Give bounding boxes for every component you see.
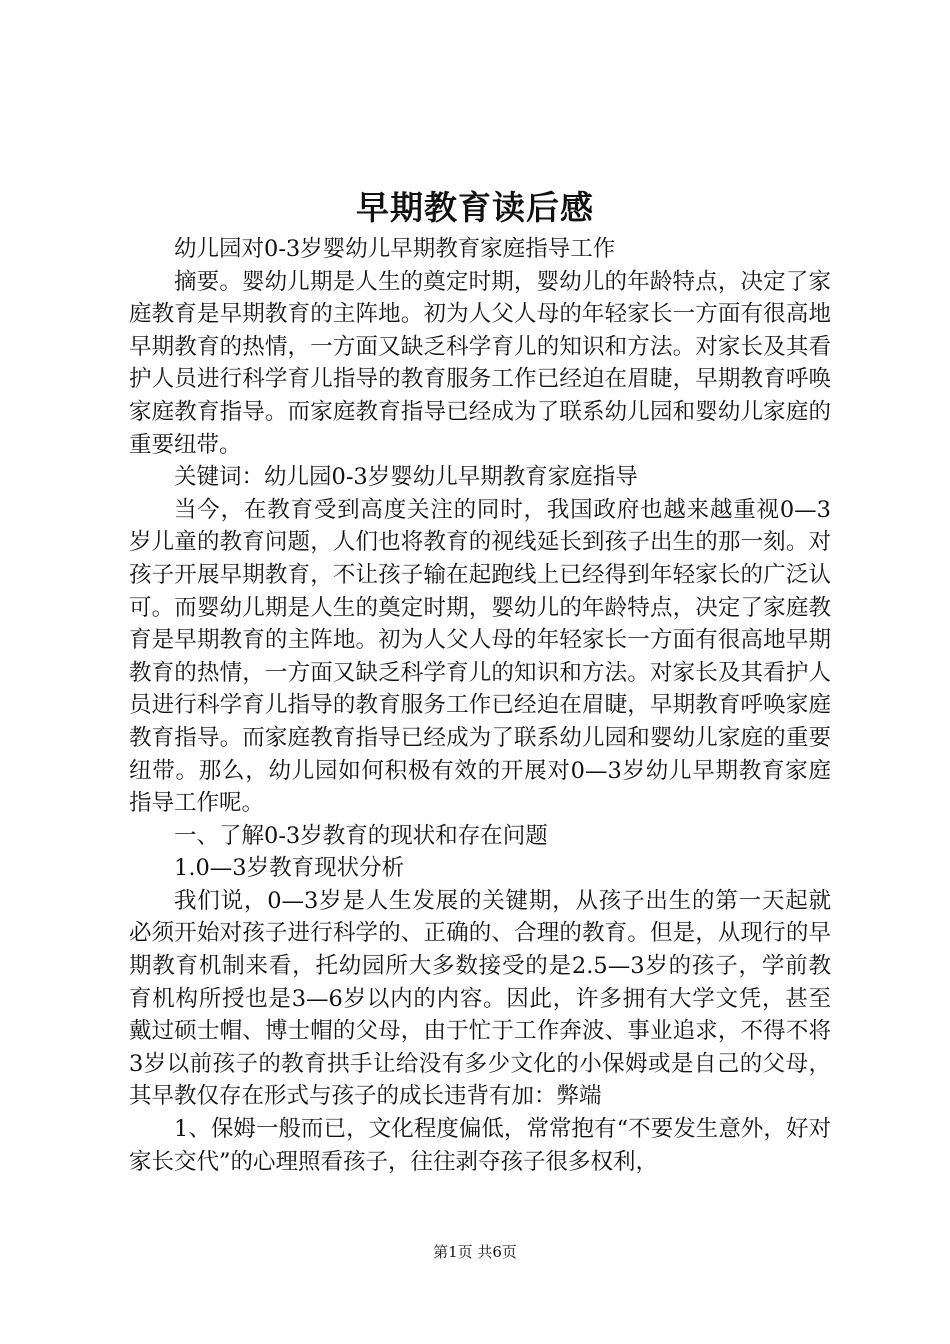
section-heading: 一、了解0-3岁教育的现状和存在问题	[174, 822, 548, 849]
document-title: 早期教育读后感	[356, 188, 594, 227]
subtitle-paragraph: 幼儿园对0-3岁婴幼儿早期教育家庭指导工作	[174, 236, 616, 262]
page-number: 第1页 共6页	[433, 1243, 517, 1261]
subsection-heading: 1.0—3岁教育现状分析	[174, 855, 405, 882]
analysis-paragraph: 我们说，0—3岁是人生发展的关键期，从孩子出生的第一天起就必须开始对孩子进行科学的、正确的、合理的教育。但是，从现行的早期教育机制来看，托幼园所大多数接受的是2.5—3岁的孩子，学前教育机构所授也是3—6岁以内的内容。因此，许多拥有大学文凭，甚至戴过硕士帽、博士帽的父母，由于忙于工作奔波、事业追求，不得不将3岁以前孩子的教育拱手让给没有多少文化的小保姆或是自己的父母，其早教仅存在形式与孩子的成长违背有加：弊端	[129, 887, 831, 1110]
document-body	[129, 233, 831, 1178]
abstract-paragraph: 摘要。婴幼儿期是人生的奠定时期，婴幼儿的年龄特点，决定了家庭教育是早期教育的主阵地。初为人父人母的年轻家长一方面有很高地早期教育的热情，一方面又缺乏科学育儿的知识和方法。对家长及其看护人员进行科学育儿指导的教育服务工作已经迫在眉睫，早期教育呼唤家庭教育指导。而家庭教育指导已经成为了联系幼儿园和婴幼儿家庭的重要纽带。	[129, 268, 831, 458]
keywords-paragraph: 关键词：幼儿园0-3岁婴幼儿早期教育家庭指导	[174, 464, 638, 491]
intro-paragraph: 当今，在教育受到高度关注的同时，我国政府也越来越重视0—3岁儿童的教育问题，人们也将教育的视线延长到孩子出生的那一刻。对孩子开展早期教育，不让孩子输在起跑线上已经得到年轻家长的广泛认可。而婴幼儿期是人生的奠定时期，婴幼儿的年龄特点，决定了家庭教育是早期教育的主阵地。初为人父人母的年轻家长一方面有很高地早期教育的热情，一方面又缺乏科学育儿的知识和方法。对家长及其看护人员进行科学育儿指导的教育服务工作已经迫在眉睫，早期教育呼唤家庭教育指导。而家庭教育指导已经成为了联系幼儿园和婴幼儿家庭的重要纽带。那么，幼儿园如何积极有效的开展对0—3岁幼儿早期教育家庭指导工作呢。	[129, 496, 831, 817]
list-item-paragraph: 1、保姆一般而已，文化程度偏低，常常抱有“不要发生意外，好对家长交代”的心理照看孩子，往往剥夺孩子很多权利，	[129, 1116, 831, 1175]
